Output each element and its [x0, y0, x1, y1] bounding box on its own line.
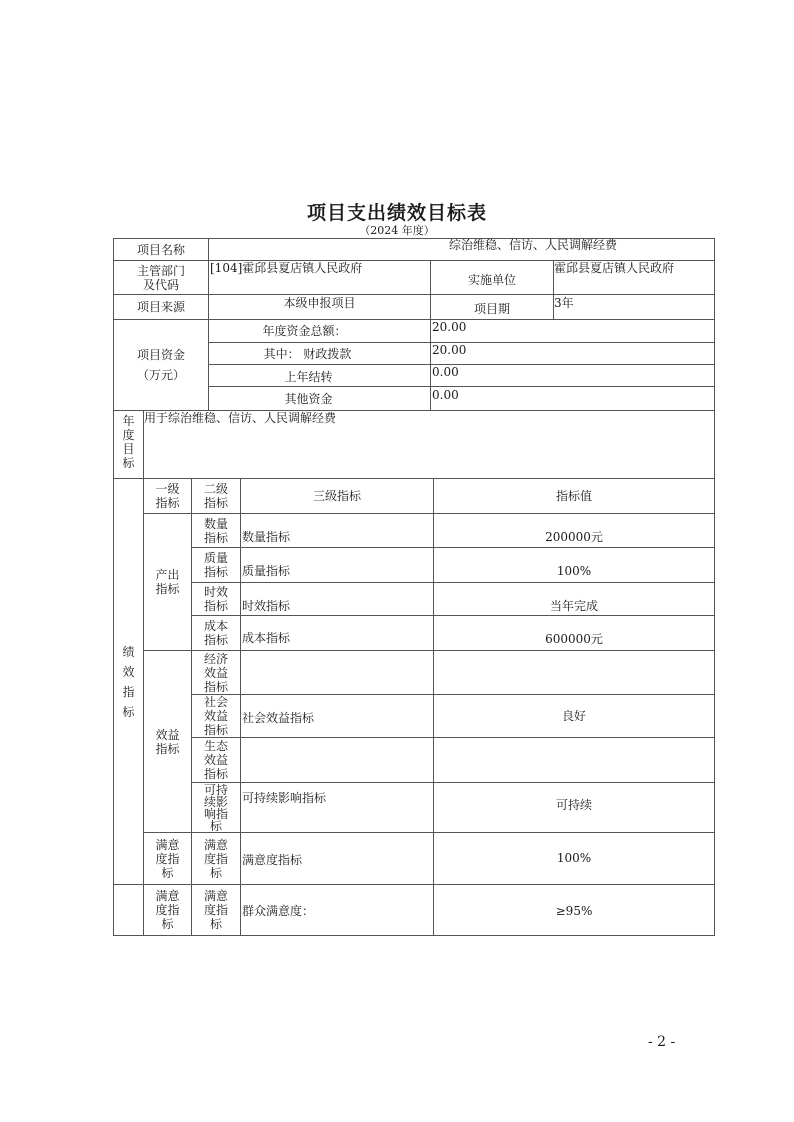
cost-l2: 成本 指标 [203, 619, 228, 647]
cost-l3: 成本指标 [242, 631, 291, 645]
source-label: 项目来源 [136, 300, 185, 314]
header-level2: 二级 指标 [203, 482, 228, 510]
funds-label: 项目资金 （万元） [136, 348, 185, 382]
public-satisfaction-value: ≥95% [555, 904, 593, 918]
public-satisfaction-l3: 群众满意度： [242, 904, 315, 918]
impl-unit-value: 霍邱县夏店镇人民政府 [554, 261, 675, 275]
funds-other-label: 其他资金 [284, 392, 333, 406]
economic-value [434, 660, 714, 680]
ecological-l2: 生态 效益 指标 [203, 739, 228, 781]
quality-l3: 质量指标 [242, 564, 291, 578]
quality-value: 100% [556, 564, 592, 578]
project-name-value: 综治维稳、信访、人民调解经费 [448, 238, 617, 252]
funds-total-value: 20.00 [432, 320, 467, 334]
funds-total-label: 年度资金总额： [262, 324, 347, 338]
source-value: 本级申报项目 [283, 296, 356, 310]
sustainability-l2: 可持 续影 响指 标 [203, 783, 228, 832]
social-value: 良好 [561, 709, 586, 723]
period-value: 3年 [554, 296, 574, 310]
ecological-value [434, 750, 714, 770]
funds-fiscal-value: 20.00 [432, 343, 467, 357]
department-value: [104]霍邱县夏店镇人民政府 [210, 261, 363, 275]
perf-indicators-label: 绩 效 指 标 [122, 644, 135, 719]
social-l2: 社会 效益 指标 [203, 695, 228, 737]
extra-satisfaction-l2: 满意 度指 标 [203, 889, 228, 931]
funds-fiscal-label: 其中： 财政拨款 [263, 347, 352, 361]
header-level3: 三级指标 [312, 489, 361, 503]
header-level1: 一级 指标 [155, 482, 180, 510]
satisfaction-l3: 满意度指标 [242, 853, 303, 867]
social-l3: 社会效益指标 [242, 711, 315, 725]
annual-goal-label: 年 度 目 标 [122, 414, 135, 470]
quantity-value: 200000元 [545, 530, 603, 544]
funds-carryover-label: 上年结转 [284, 370, 333, 384]
funds-other-value: 0.00 [432, 388, 459, 402]
quantity-l3: 数量指标 [242, 530, 291, 544]
header-value: 指标值 [555, 489, 592, 503]
satisfaction-l2: 满意 度指 标 [203, 837, 228, 880]
ecological-l3 [242, 750, 432, 770]
satisfaction-l1: 满意 度指 标 [155, 837, 180, 880]
economic-l3 [242, 660, 432, 680]
economic-l2: 经济 效益 指标 [203, 651, 228, 694]
page-title: 项目支出绩效目标表 [306, 202, 487, 224]
quality-l2: 质量 指标 [203, 551, 228, 579]
annual-goal-value: 用于综治维稳、信访、人民调解经费 [144, 411, 337, 425]
page-number: - 2 - [648, 1034, 676, 1050]
benefit-indicators-label: 效益 指标 [155, 727, 180, 756]
page-subtitle-year: （2024 年度） [359, 224, 435, 237]
department-label: 主管部门 及代码 [136, 263, 185, 292]
project-name-label: 项目名称 [136, 242, 185, 257]
sustainability-value: 可持续 [555, 798, 592, 812]
cost-value: 600000元 [545, 632, 603, 646]
period-label: 项目期 [473, 302, 510, 316]
timeliness-l3: 时效指标 [242, 599, 291, 613]
extra-satisfaction-l1: 满意 度指 标 [155, 889, 180, 931]
impl-unit-label: 实施单位 [467, 272, 516, 287]
funds-carryover-value: 0.00 [432, 365, 459, 379]
timeliness-value: 当年完成 [549, 599, 598, 613]
output-indicators-label: 产出 指标 [155, 568, 180, 596]
satisfaction-value: 100% [556, 851, 592, 865]
quantity-l2: 数量 指标 [203, 516, 228, 545]
sustainability-l3: 可持续影响指标 [242, 791, 327, 805]
timeliness-l2: 时效 指标 [203, 585, 228, 613]
